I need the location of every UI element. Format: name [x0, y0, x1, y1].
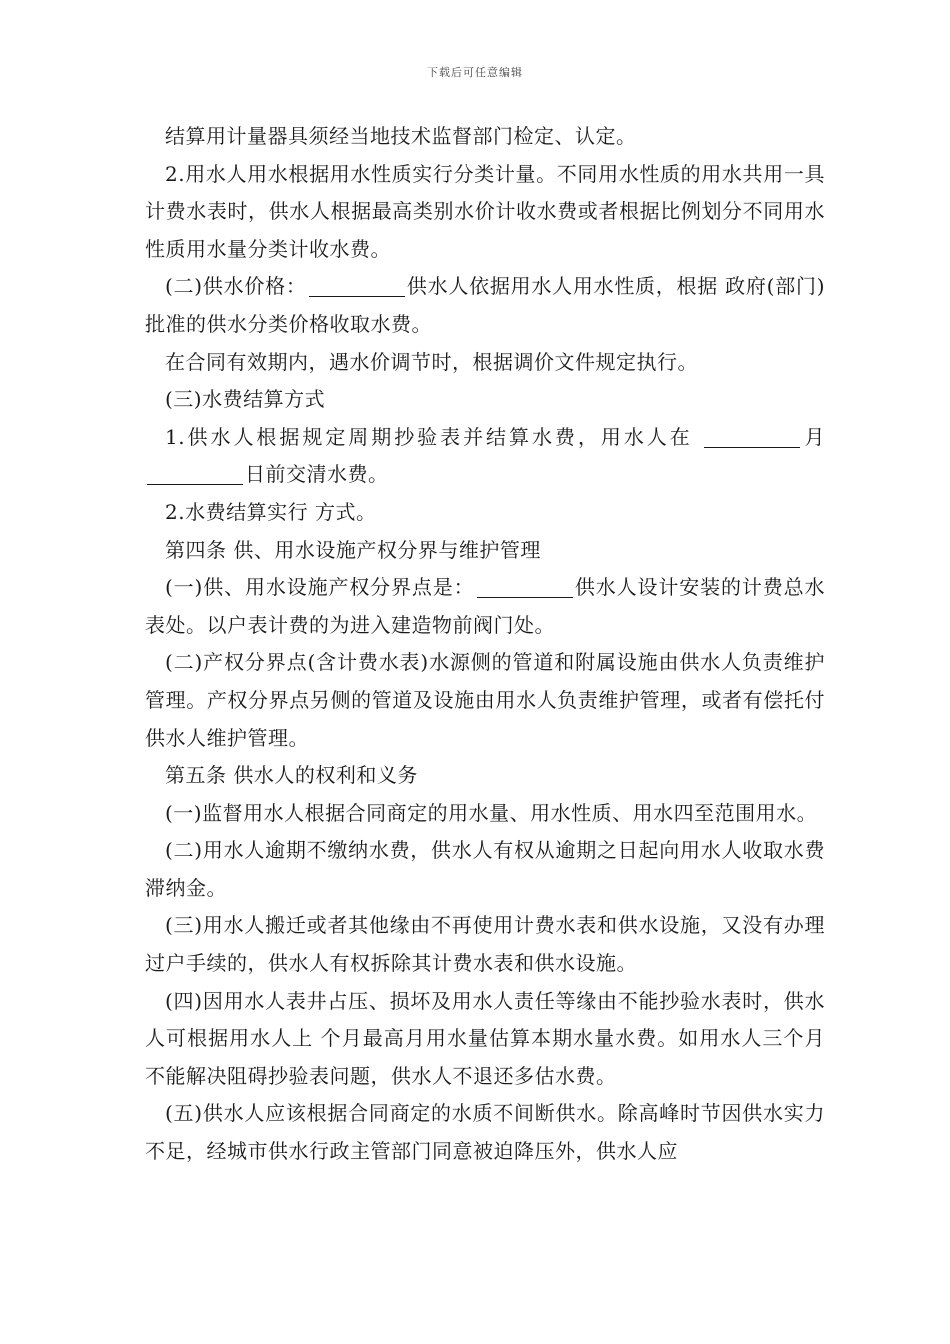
paragraph-text: (二)用水人逾期不缴纳水费，供水人有权从逾期之日起向用水人收取水费滞纳金。: [145, 838, 825, 900]
paragraph: [145, 832, 825, 907]
paragraph: [145, 644, 825, 757]
fill-in-blank: [704, 425, 800, 448]
paragraph-text: (一)供、用水设施产权分界点是：: [165, 575, 475, 600]
page-header: 下载后可任意编辑: [427, 66, 523, 79]
paragraph: [145, 532, 825, 570]
paragraph-text: (二)供水价格：: [165, 274, 307, 299]
paragraph-text: 2.水费结算实行 方式。: [165, 499, 377, 524]
fill-in-blank: [477, 575, 573, 598]
paragraph-text: 月: [802, 424, 825, 449]
paragraph-text: 结算用计量器具须经当地技术监督部门检定、认定。: [165, 124, 637, 148]
paragraph-text: 2.用水人用水根据用水性质实行分类计量。不同用水性质的用水共用一具计费水表时，供水人根据最高类别水价计收水费或者根据比例划分不同用水性质用水量分类计收水费。: [145, 161, 825, 261]
paragraph: [145, 268, 825, 343]
paragraph-text: 1.供水人根据规定周期抄验表并结算水费，用水人在: [165, 424, 703, 449]
paragraph: [145, 419, 825, 494]
paragraph-text: 供水人设计安装的计费总水表处。以户表计费的为进入建造物前阀门处。: [145, 575, 825, 637]
paragraph: [145, 344, 825, 382]
paragraph-text: (四)因用水人表井占压、损坏及用水人责任等缘由不能抄验水表时，供水人可根据用水人上 个月最高月用水量估算本期水量水费。如用水人三个月不能解决阻碍抄验表问题，供水人不退还多估水费。: [145, 988, 825, 1088]
paragraph-text: 供水人依据用水人用水性质，根据 政府(部门)批准的供水分类价格收取水费。: [145, 274, 825, 336]
paragraph-text: (三)水费结算方式: [165, 387, 326, 412]
fill-in-blank: [309, 274, 405, 297]
paragraph: [145, 1095, 825, 1170]
paragraph-text: 第四条 供、用水设施产权分界与维护管理: [165, 537, 541, 562]
document-body: [145, 118, 825, 1171]
paragraph-text: (二)产权分界点(含计费水表)水源侧的管道和附属设施由供水人负责维护管理。产权分界点另侧的管道及设施由用水人负责维护管理，或者有偿托付供水人维护管理。: [145, 650, 825, 750]
paragraph: [145, 907, 825, 982]
paragraph: [145, 795, 825, 833]
paragraph-text: 第五条 供水人的权利和义务: [165, 763, 418, 788]
paragraph-text: (五)供水人应该根据合同商定的水质不间断供水。除高峰时节因供水实力不足，经城市供水行政主管部门同意被迫降压外，供水人应: [145, 1101, 825, 1164]
paragraph: [145, 569, 825, 644]
paragraph: [145, 156, 825, 269]
fill-in-blank: [147, 462, 243, 485]
paragraph: [145, 757, 825, 795]
paragraph-text: 在合同有效期内，遇水价调节时，根据调价文件规定执行。: [165, 349, 698, 374]
paragraph: [145, 983, 825, 1096]
paragraph: [145, 118, 825, 156]
paragraph-text: 日前交清水费。: [245, 462, 389, 487]
paragraph-text: (一)监督用水人根据合同商定的用水量、用水性质、用水四至范围用水。: [165, 800, 818, 825]
paragraph-text: (三)用水人搬迁或者其他缘由不再使用计费水表和供水设施，又没有办理过户手续的，供水人有权拆除其计费水表和供水设施。: [145, 913, 825, 976]
paragraph: [145, 494, 825, 532]
paragraph: [145, 381, 825, 419]
